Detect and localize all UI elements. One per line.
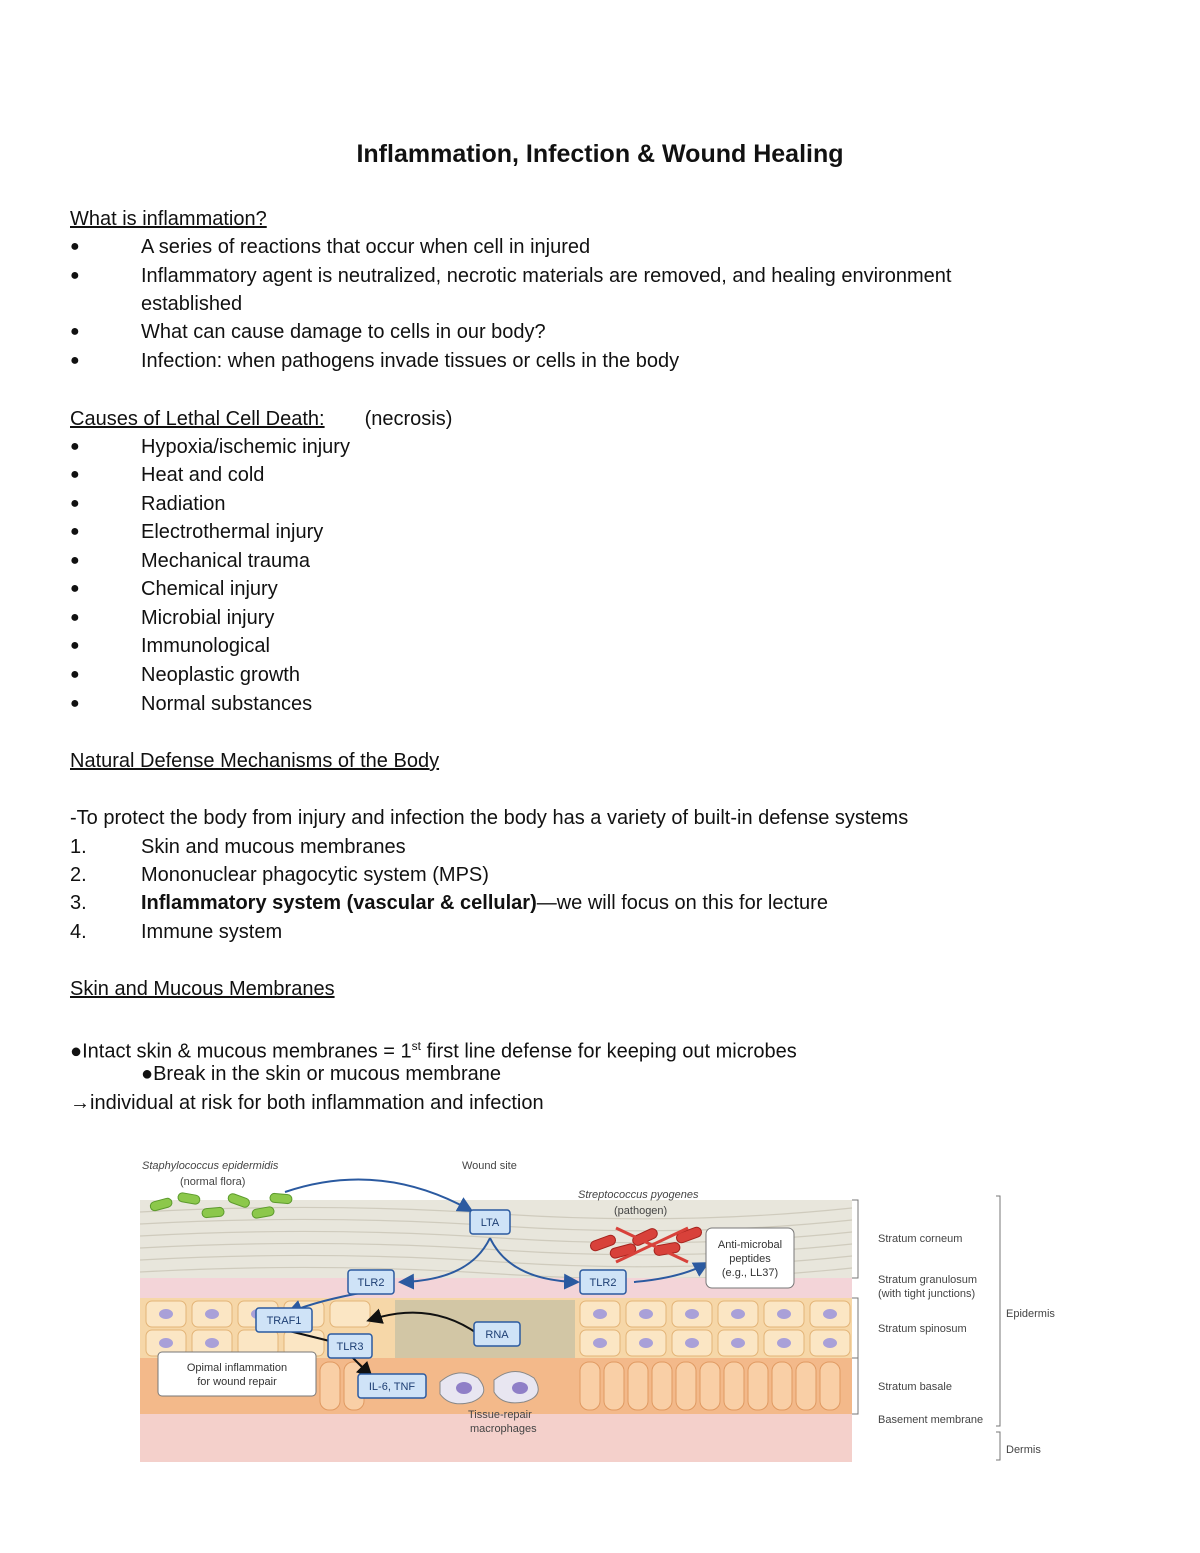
label-granulosum: Stratum granulosum: [878, 1274, 978, 1286]
bullet-icon: ●: [70, 580, 80, 597]
bullet-icon: ●: [70, 238, 80, 255]
label-staph: Staphylococcus epidermidis: [142, 1160, 279, 1172]
list-item: Immunological: [141, 635, 270, 657]
label-rna: RNA: [485, 1329, 509, 1341]
label-basale: Stratum basale: [878, 1381, 952, 1393]
label-il6: IL-6, TNF: [368, 1381, 416, 1393]
list-item: Mononuclear phagocytic system (MPS): [141, 864, 489, 886]
section-heading-defense: Natural Defense Mechanisms of the Body: [70, 750, 440, 772]
item-text: —we will focus on this for lecture: [536, 892, 828, 914]
dermis-layer: [140, 1414, 852, 1462]
bold-text: Inflammatory system (vascular & cellular): [141, 892, 537, 914]
bullet-icon: ●: [70, 609, 80, 626]
bullet-icon: ●: [70, 323, 80, 340]
list-item: Chemical injury: [141, 578, 278, 600]
list-item: Inflammatory agent is neutralized, necrotic materials are removed, and healing environment: [141, 265, 952, 287]
bullet-icon: ●: [70, 267, 80, 284]
bullet-icon: ●: [70, 352, 80, 369]
section-intro: -To protect the body from injury and infection the body has a variety of built-in defense systems: [70, 807, 909, 829]
label-macro-1: Tissue-repair: [468, 1409, 532, 1421]
paragraph-line: →individual at risk for both inflammation and infection: [70, 1092, 544, 1114]
section-heading-text: Causes of Lethal Cell Death:: [70, 408, 325, 430]
bullet-icon: ●: [70, 438, 80, 455]
list-item: Electrothermal injury: [141, 521, 324, 543]
label-granulosum-note: (with tight junctions): [878, 1288, 976, 1300]
list-item: Neoplastic growth: [141, 664, 300, 686]
list-item: Immune system: [141, 921, 283, 943]
label-traf1: TRAF1: [266, 1315, 302, 1327]
label-dermis: Dermis: [1006, 1444, 1041, 1456]
list-item: Microbial injury: [141, 607, 275, 629]
line-text: first line defense for keeping out microbes: [421, 1040, 797, 1063]
list-number: 2.: [70, 864, 87, 886]
label-epidermis: Epidermis: [1006, 1308, 1055, 1320]
bullet-icon: ●: [70, 466, 80, 483]
bullet-icon: ●: [70, 695, 80, 712]
superscript: st: [411, 1039, 422, 1053]
label-spinosum: Stratum spinosum: [878, 1323, 967, 1335]
list-item: Mechanical trauma: [141, 550, 310, 572]
label-optimal-2: for wound repair: [197, 1376, 277, 1388]
label-amp-3: (e.g., LL37): [721, 1267, 779, 1279]
label-wound-site: Wound site: [462, 1160, 517, 1172]
section-heading-note: (necrosis): [364, 408, 453, 430]
bullet-icon: ●: [70, 523, 80, 540]
label-lta: LTA: [480, 1217, 500, 1229]
label-macro-2: macrophages: [470, 1423, 537, 1435]
list-item: Radiation: [141, 493, 226, 515]
list-item-continuation: established: [141, 293, 243, 315]
label-pathogen: (pathogen): [614, 1205, 668, 1217]
label-optimal-1: Opimal inflammation: [186, 1362, 288, 1374]
label-tlr3: TLR3: [336, 1341, 364, 1353]
paragraph-line: ●Break in the skin or mucous membrane: [141, 1063, 502, 1085]
label-strep: Streptococcus pyogenes: [578, 1189, 699, 1201]
label-tlr2-right: TLR2: [589, 1277, 617, 1289]
label-amp-1: Anti-microbal: [717, 1239, 783, 1251]
list-item: Hypoxia/ischemic injury: [141, 436, 350, 458]
section-heading-inflammation: What is inflammation?: [70, 208, 267, 230]
bullet-icon: ●: [70, 637, 80, 654]
section-heading-cell-death: [70, 405, 452, 433]
section-heading-skin: Skin and Mucous Membranes: [70, 978, 335, 1000]
line-text: ●Intact skin & mucous membranes = 1: [70, 1040, 412, 1063]
list-item: Infection: when pathogens invade tissues or cells in the body: [141, 350, 680, 372]
list-item: A series of reactions that occur when cell in injured: [141, 236, 591, 258]
list-number: 1.: [70, 836, 87, 858]
list-item: Heat and cold: [141, 464, 265, 486]
optimal-inflammation-box: [158, 1352, 316, 1396]
list-number: 4.: [70, 921, 87, 943]
skin-diagram-figure: [140, 1150, 1070, 1470]
label-normal-flora: (normal flora): [180, 1176, 246, 1188]
bullet-icon: ●: [70, 495, 80, 512]
label-basement: Basement membrane: [878, 1414, 984, 1426]
label-amp-2: peptides: [729, 1253, 771, 1265]
page-title: Inflammation, Infection & Wound Healing: [356, 140, 844, 168]
bullet-icon: ●: [70, 666, 80, 683]
label-tlr2-left: TLR2: [357, 1277, 385, 1289]
list-item: [141, 889, 828, 917]
skin-diagram: [140, 1150, 1070, 1470]
bullet-icon: ●: [70, 552, 80, 569]
list-item: Skin and mucous membranes: [141, 836, 406, 858]
list-item: Normal substances: [141, 693, 313, 715]
list-number: 3.: [70, 892, 87, 914]
list-item: What can cause damage to cells in our body?: [141, 321, 546, 343]
label-corneum: Stratum corneum: [878, 1233, 963, 1245]
